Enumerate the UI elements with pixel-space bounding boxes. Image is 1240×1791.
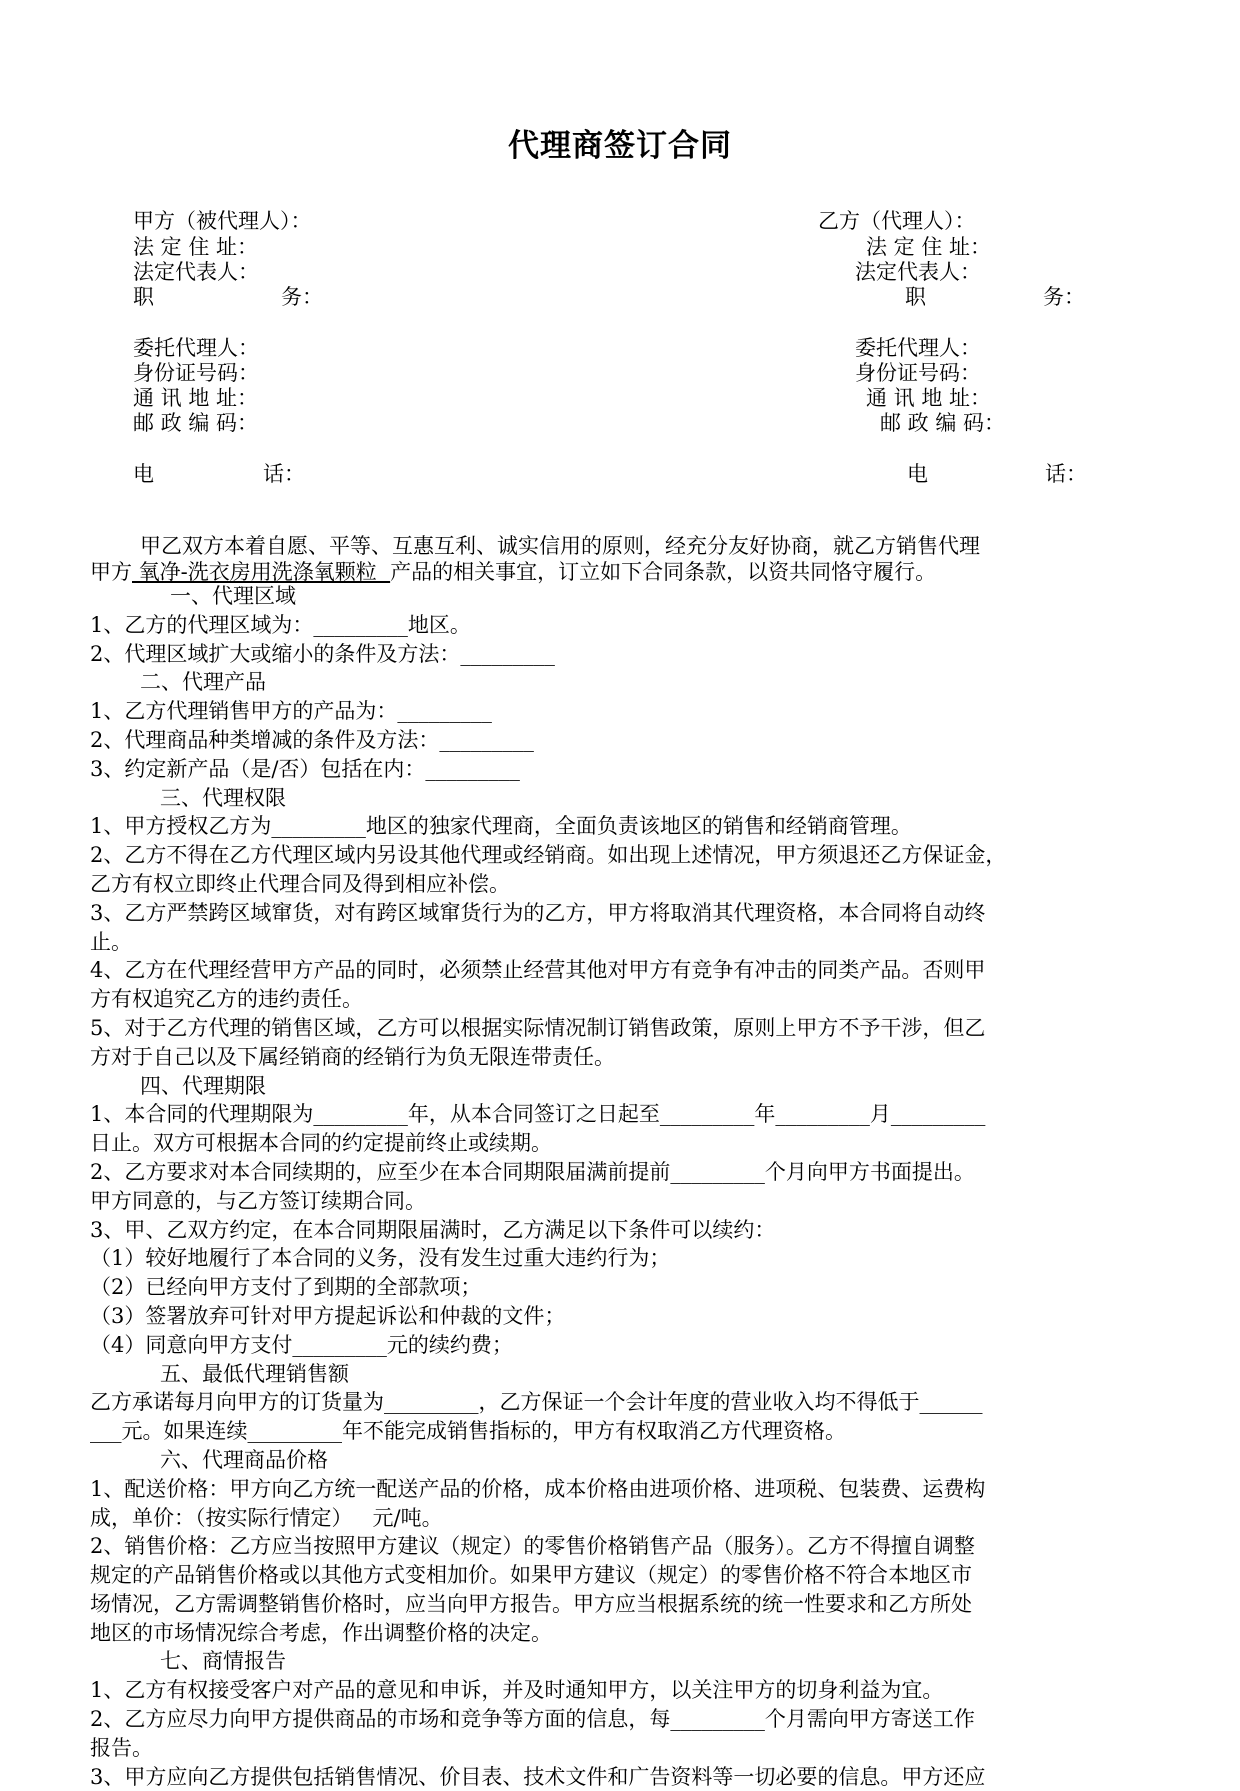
section-heading: 一、代理区域 <box>170 584 296 608</box>
party-b-position-left: 职 <box>905 285 926 309</box>
clause-line: 3、甲方应向乙方提供包括销售情况、价目表、技术文件和广告资料等一切必要的信息。甲方还应 <box>90 1764 986 1789</box>
party-b-phone-right: 话： <box>1045 462 1087 486</box>
section-heading: 七、商情报告 <box>160 1649 286 1674</box>
party-a-phone-left: 电 <box>133 462 154 486</box>
clause-line: 1、本合同的代理期限为_________年，从本合同签订之日起至_________年_________月_________ <box>90 1102 986 1127</box>
party-a-phone <box>133 463 305 485</box>
document-title: 代理商签订合同 <box>508 128 732 164</box>
clause-line: 1、乙方有权接受客户对产品的意见和申诉，并及时通知甲方，以关注甲方的切身利益为宜。 <box>90 1678 944 1703</box>
clause-line: 甲方同意的，与乙方签订续期合同。 <box>90 1188 426 1213</box>
clause-line: 方有权追究乙方的违约责任。 <box>90 987 363 1012</box>
party-a-header: 甲方（被代理人）： <box>133 209 312 233</box>
clause-line: （2）已经向甲方支付了到期的全部款项； <box>90 1275 482 1300</box>
party-a-address: 法 定 住 址： <box>133 235 259 259</box>
intro-line-2-suffix: 产品的相关事宜，订立如下合同条款，以资共同恪守履行。 <box>390 560 937 584</box>
section-heading: 四、代理期限 <box>140 1073 266 1098</box>
intro-product-name: 氧净-洗衣房用洗涤氧颗粒 <box>132 560 391 584</box>
party-a-mail-address: 通 讯 地 址： <box>133 386 259 410</box>
section-heading: 三、代理权限 <box>160 785 286 810</box>
clause-line: 方对于自己以及下属经销商的经销行为负无限连带责任。 <box>90 1044 615 1069</box>
clause-line: 2、代理商品种类增减的条件及方法：_________ <box>90 727 534 752</box>
clause-line: 1、甲方授权乙方为_________地区的独家代理商，全面负责该地区的销售和经销商管理。 <box>90 814 912 839</box>
party-a-position-right: 务： <box>281 285 323 309</box>
party-a-position <box>133 286 323 308</box>
party-b-position <box>905 286 1085 308</box>
clause-line: 止。 <box>90 929 132 954</box>
party-a-position-left: 职 <box>133 285 154 309</box>
party-b-postcode: 邮 政 编 码： <box>880 411 1006 435</box>
party-b-agent: 委托代理人： <box>855 336 981 360</box>
clause-line: （3）签署放弃可针对甲方提起诉讼和仲裁的文件； <box>90 1303 566 1328</box>
clause-line: 3、乙方严禁跨区域窜货，对有跨区域窜货行为的乙方，甲方将取消其代理资格，本合同将自动终 <box>90 900 986 925</box>
party-a-id: 身份证号码： <box>133 361 259 385</box>
party-b-rep: 法定代表人： <box>855 260 981 284</box>
clause-line: 地区的市场情况综合考虑，作出调整价格的决定。 <box>90 1620 552 1645</box>
party-b-header: 乙方（代理人）： <box>818 209 976 233</box>
clause-line: 规定的产品销售价格或以其他方式变相加价。如果甲方建议（规定）的零售价格不符合本地区市 <box>90 1563 972 1588</box>
clause-line: 4、乙方在代理经营甲方产品的同时，必须禁止经营其他对甲方有竞争有冲击的同类产品。否则甲 <box>90 958 986 983</box>
clause-line: 2、销售价格：乙方应当按照甲方建议（规定）的零售价格销售产品（服务）。乙方不得擅自调整 <box>90 1534 975 1559</box>
clause-line: （4）同意向甲方支付_________元的续约费； <box>90 1332 513 1357</box>
clause-line: 2、代理区域扩大或缩小的条件及方法：_________ <box>90 641 555 666</box>
clause-line: 3、甲、乙双方约定，在本合同期限届满时，乙方满足以下条件可以续约： <box>90 1217 776 1242</box>
clause-line: 1、配送价格：甲方向乙方统一配送产品的价格，成本价格由进项价格、进项税、包装费、运费构 <box>90 1476 986 1501</box>
intro-line-2 <box>90 561 936 583</box>
clause-line: 5、对于乙方代理的销售区域，乙方可以根据实际情况制订销售政策，原则上甲方不予干涉，但乙 <box>90 1015 986 1040</box>
clause-line: 乙方承诺每月向甲方的订货量为_________，乙方保证一个会计年度的营业收入均不得低于______ <box>90 1390 983 1415</box>
intro-line-1: 甲乙双方本着自愿、平等、互惠互利、诚实信用的原则，经充分友好协商，就乙方销售代理 <box>140 534 980 558</box>
clause-line: 日止。双方可根据本合同的约定提前终止或续期。 <box>90 1131 552 1156</box>
clause-line: 报告。 <box>90 1735 153 1760</box>
party-a-rep: 法定代表人： <box>133 260 259 284</box>
section-heading: 五、最低代理销售额 <box>160 1361 349 1386</box>
clause-line: 1、乙方代理销售甲方的产品为：_________ <box>90 699 492 724</box>
party-b-id: 身份证号码： <box>855 361 981 385</box>
clause-line: 3、约定新产品（是/否）包括在内：_________ <box>90 756 520 781</box>
clause-line: 2、乙方应尽力向甲方提供商品的市场和竞争等方面的信息，每_________个月需向甲方寄送工作 <box>90 1707 975 1732</box>
party-a-postcode: 邮 政 编 码： <box>133 411 259 435</box>
contract-body <box>90 582 1170 1791</box>
section-heading: 六、代理商品价格 <box>160 1447 328 1472</box>
party-b-address: 法 定 住 址： <box>866 235 992 259</box>
clause-line: 2、乙方不得在乙方代理区域内另设其他代理或经销商。如出现上述情况，甲方须退还乙方保证金， <box>90 843 1007 868</box>
clause-line: 1、乙方的代理区域为：_________地区。 <box>90 612 471 637</box>
party-a-phone-right: 话： <box>263 462 305 486</box>
clause-line: 场情况，乙方需调整销售价格时，应当向甲方报告。甲方应当根据系统的统一性要求和乙方所处 <box>90 1591 972 1616</box>
section-heading: 二、代理产品 <box>140 670 266 695</box>
clause-line: ___元。如果连续_________年不能完成销售指标的，甲方有权取消乙方代理资格。 <box>90 1419 846 1444</box>
clause-line: 乙方有权立即终止代理合同及得到相应补偿。 <box>90 871 510 896</box>
party-a-agent: 委托代理人： <box>133 336 259 360</box>
intro-line-2-prefix: 甲方 <box>90 560 132 584</box>
party-b-position-right: 务： <box>1043 285 1085 309</box>
party-b-phone-left: 电 <box>907 462 928 486</box>
party-b-phone <box>907 463 1087 485</box>
clause-line: 2、乙方要求对本合同续期的，应至少在本合同期限届满前提前_________个月向甲方书面提出。 <box>90 1159 975 1184</box>
party-b-mail-address: 通 讯 地 址： <box>866 386 992 410</box>
clause-line: （1）较好地履行了本合同的义务，没有发生过重大违约行为； <box>90 1246 671 1271</box>
clause-line: 成，单价：（按实际行情定） 元/吨。 <box>90 1505 443 1530</box>
